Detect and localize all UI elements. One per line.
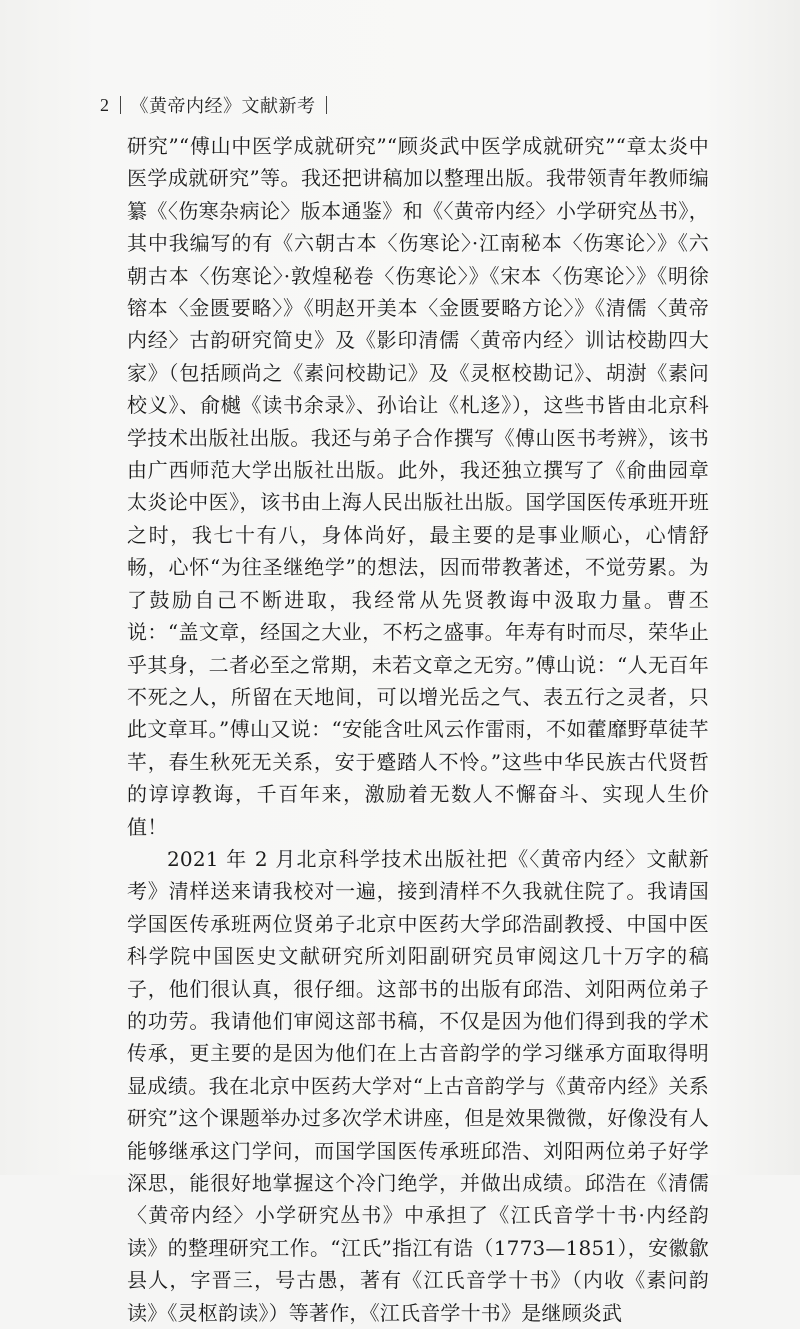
body-text xyxy=(127,130,709,1329)
running-header xyxy=(100,92,337,118)
header-divider-left xyxy=(120,96,121,114)
page-number: 2 xyxy=(100,94,110,115)
book-title: 《黄帝内经》文献新考 xyxy=(130,96,316,117)
paragraph-2: 2021 年 2 月北京科学技术出版社把《〈黄帝内经〉文献新考》清样送来请我校对一遍，接到清样不久我就住院了。我请国学国医传承班两位贤弟子北京中医药大学邱浩副教授、中国中医科学院中国医史文献研究所刘阳副研究员审阅这几十万字的稿子，他们很认真，很仔细。这部书的出版有邱浩、刘阳两位弟子的功劳。我请他们审阅这部书稿，不仅是因为他们得到我的学术传承，更主要的是因为他们在上古音韵学的学习继承方面取得明显成绩。我在北京中医药大学对“上古音韵学与《黄帝内经》关系研究”这个课题举办过多次学术讲座，但是效果微微，好像没有人能够继承这门学问，而国学国医传承班邱浩、刘阳两位弟子好学深思，能很好地掌握这个冷门绝学，并做出成绩。邱浩在《清儒〈黄帝内经〉小学研究丛书》中承担了《江氏音学十书·内经韵读》的整理研究工作。“江氏”指江有诰（1773—1851），安徽歙县人，字晋三，号古愚，著有《江氏音学十书》（内收《素问韵读》《灵枢韵读》）等著作，《江氏音学十书》是继顾炎武 xyxy=(127,846,709,1325)
header-divider-right xyxy=(326,96,327,114)
paragraph-1: 研究”“傅山中医学成就研究”“顾炎武中医学成就研究”“章太炎中医学成就研究”等。我还把讲稿加以整理出版。我带领青年教师编纂《〈伤寒杂病论〉版本通鉴》和《〈黄帝内经〉小学研究丛书》，其中我编写的有《六朝古本〈伤寒论〉·江南秘本〈伤寒论〉》《六朝古本〈伤寒论〉·敦煌秘卷〈伤寒论〉》《宋本〈伤寒论〉》《明徐镕本〈金匮要略〉》《明赵开美本〈金匮要略方论〉》《清儒〈黄帝内经〉古韵研究简史》及《影印清儒〈黄帝内经〉训诂校勘四大家》（包括顾尚之《素问校勘记》及《灵枢校勘记》、胡澍《素问校义》、俞樾《读书余录》、孙诒让《札迻》），这些书皆由北京科学技术出版社出版。我还与弟子合作撰写《傅山医书考辨》，该书由广西师范大学出版社出版。此外，我还独立撰写了《俞曲园章太炎论中医》，该书由上海人民出版社出版。国学国医传承班开班之时，我七十有八，身体尚好，最主要的是事业顺心，心情舒畅，心怀“为往圣继绝学”的想法，因而带教著述，不觉劳累。为了鼓励自己不断进取，我经常从先贤教诲中汲取力量。曹丕说：“盖文章，经国之大业，不朽之盛事。年寿有时而尽，荣华止乎其身，二者必至之常期，未若文章之无穷。”傅山说：“人无百年不死之人，所留在天地间，可以增光岳之气、表五行之灵者，只此文章耳。”傅山又说：“安能含吐风云作雷雨，不如藿靡野草徒芊芊，春生秋死无关系，安于蹙踏人不怜。”这些中华民族古代贤哲的谆谆教诲，千百年来，激励着无数人不懈奋斗、实现人生价值！ xyxy=(127,134,709,839)
